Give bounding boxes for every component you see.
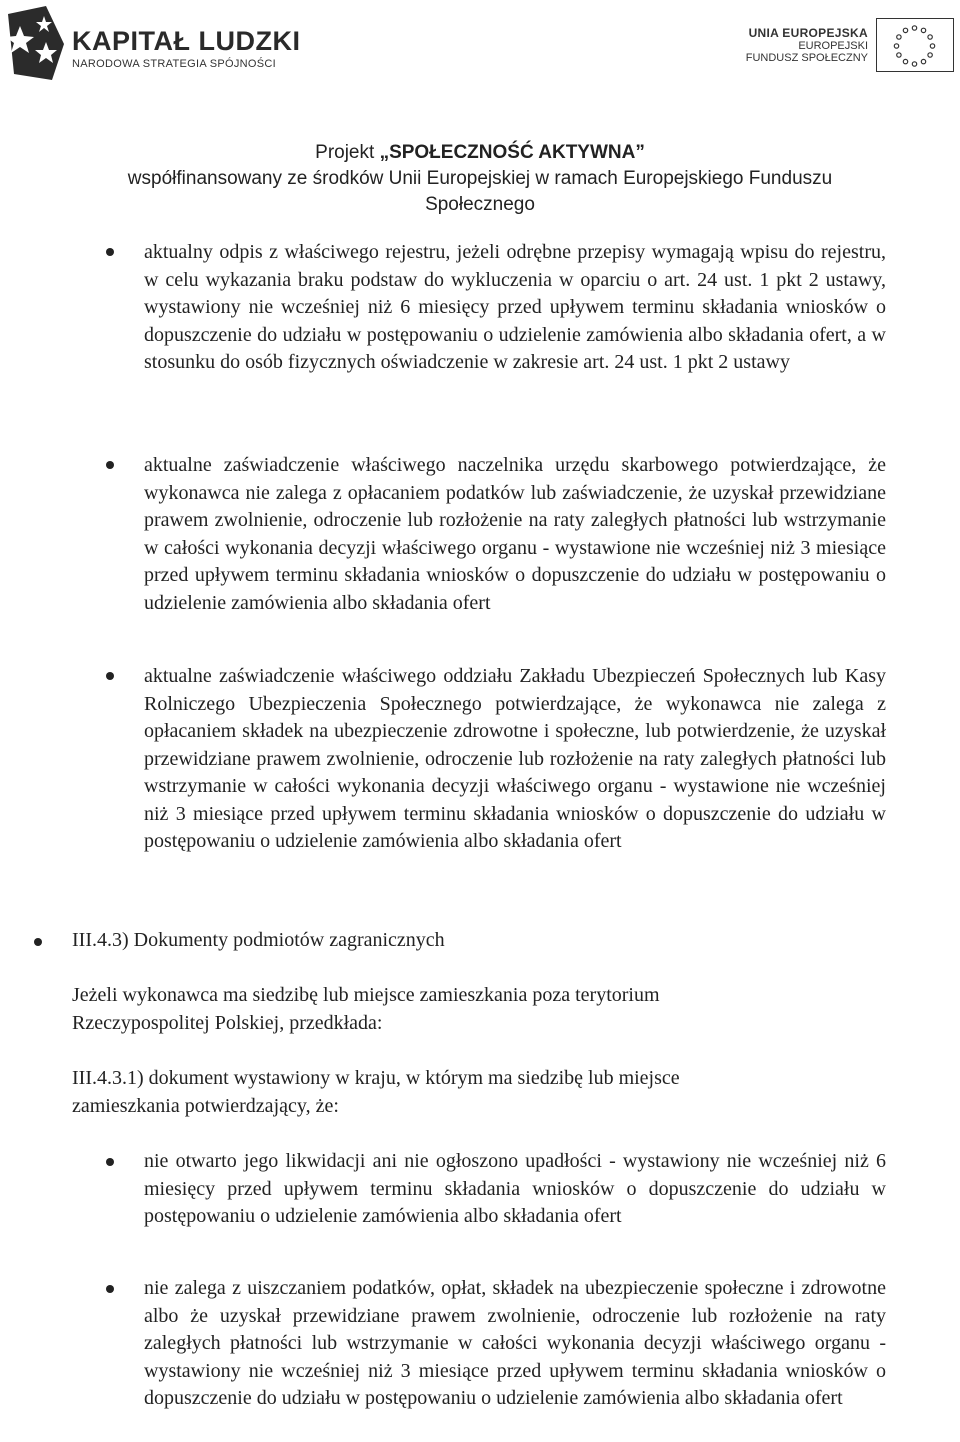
kapital-ludzki-title: KAPITAŁ LUDZKI bbox=[72, 26, 301, 56]
list-item: aktualne zaświadczenie właściwego naczelnika urzędu skarbowego potwierdzające, że wykonawca nie zalega z opłacaniem podatków lub zaświadczenie, że uzyskał przewidziane prawem zwolnienie, odroczenie lub rozłożenie na raty zaległych płatności lub wstrzymanie w całości wykonania decyzji właściwego organu - wystawione nie wcześniej niż 3 miesiące przed upływem terminu składania wniosków o dopuszczenie do udziału w postępowaniu o udzielenie zamówienia albo składania ofert bbox=[144, 454, 886, 614]
paragraph-line: zamieszkania potwierdzający, że: bbox=[72, 1095, 339, 1117]
project-cofinancing-line: współfinansowany ze środków Unii Europejskiej w ramach Europejskiego Funduszu bbox=[127, 168, 833, 189]
sub-list-item: nie otwarto jego likwidacji ani nie ogłoszono upadłości - wystawiony nie wcześniej niż 6 miesięcy przed upływem terminu składania wniosków o dopuszczenie do udziału w postępowaniu o udzielenie zamówienia albo składania ofert bbox=[144, 1150, 886, 1227]
paragraph-line: III.4.3.1) dokument wystawiony w kraju, w którym ma siedzibę lub miejsce bbox=[72, 1067, 680, 1089]
eu-logo bbox=[694, 14, 954, 74]
list-item: aktualne zaświadczenie właściwego oddziału Zakładu Ubezpieczeń Społecznych lub Kasy Rolniczego Ubezpieczenia Społecznego potwierdzające, że wykonawca nie zalega z opłacaniem składek na ubezpieczenie zdrowotne i społeczne, lub potwierdzenie, że uzyskał przewidziane prawem zwolnienie, odroczenie lub rozłożenie na raty zaległych płatności lub wstrzymanie w całości wykonania decyzji właściwego organu - wystawione nie wcześniej niż 3 miesiące przed upływem terminu składania wniosków o dopuszczenie do udziału w postępowaniu o udzielenie zamówienia albo składania ofert bbox=[144, 665, 886, 852]
bullet-icon bbox=[106, 461, 114, 469]
project-name: „SPOŁECZNOŚĆ AKTYWNA” bbox=[379, 142, 645, 163]
eu-logo-line3: FUNDUSZ SPOŁECZNY bbox=[745, 52, 868, 64]
section-heading: III.4.3) Dokumenty podmiotów zagranicznych bbox=[72, 929, 445, 951]
bullet-icon bbox=[106, 672, 114, 680]
project-prefix: Projekt bbox=[315, 142, 380, 163]
kapital-ludzki-emblem-icon bbox=[6, 4, 68, 82]
list-item: aktualny odpis z właściwego rejestru, jeżeli odrębne przepisy wymagają wpisu do rejestru, w celu wykazania braku podstaw do wykluczenia w oparciu o art. 24 ust. 1 pkt 2 ustawy, wystawiony nie wcześniej niż 6 miesięcy przed upływem terminu składania wniosków o dopuszczenie do udziału w postępowaniu o udzielenie zamówienia albo składania ofert, a w stosunku do osób fizycznych oświadczenie w zakresie art. 24 ust. 1 pkt 2 ustawy bbox=[144, 241, 886, 373]
paragraph-line: Jeżeli wykonawca ma siedzibę lub miejsce zamieszkania poza terytorium bbox=[72, 984, 660, 1006]
project-fund-line: Społecznego bbox=[425, 194, 535, 215]
project-header bbox=[0, 140, 960, 218]
eu-logo-text bbox=[746, 26, 868, 64]
bullet-icon bbox=[106, 248, 114, 256]
bullet-icon bbox=[34, 938, 42, 946]
project-title-line bbox=[0, 140, 960, 166]
kapital-ludzki-subtitle: NARODOWA STRATEGIA SPÓJNOŚCI bbox=[72, 58, 276, 70]
eu-flag-icon bbox=[876, 18, 954, 72]
eu-stars-icon bbox=[877, 19, 952, 70]
eu-logo-line1: UNIA EUROPEJSKA bbox=[748, 26, 868, 40]
kapital-ludzki-logo bbox=[6, 4, 306, 84]
sub-list-item: nie zalega z uiszczaniem podatków, opłat, składek na ubezpieczenie społeczne i zdrowotne albo że uzyskał przewidziane prawem zwolnienie, odroczenie lub rozłożenie na raty zaległych płatności lub wstrzymanie w całości wykonania decyzji właściwego organu - wystawiony nie wcześniej niż 3 miesiące przed upływem terminu składania wniosków o dopuszczenie do udziału w postępowaniu o udzielenie zamówienia albo składania ofert bbox=[144, 1277, 886, 1409]
bullet-icon bbox=[106, 1158, 114, 1166]
eu-logo-line2: EUROPEJSKI bbox=[798, 40, 868, 52]
paragraph-line: Rzeczypospolitej Polskiej, przedkłada: bbox=[72, 1012, 383, 1034]
bullet-icon bbox=[106, 1285, 114, 1293]
